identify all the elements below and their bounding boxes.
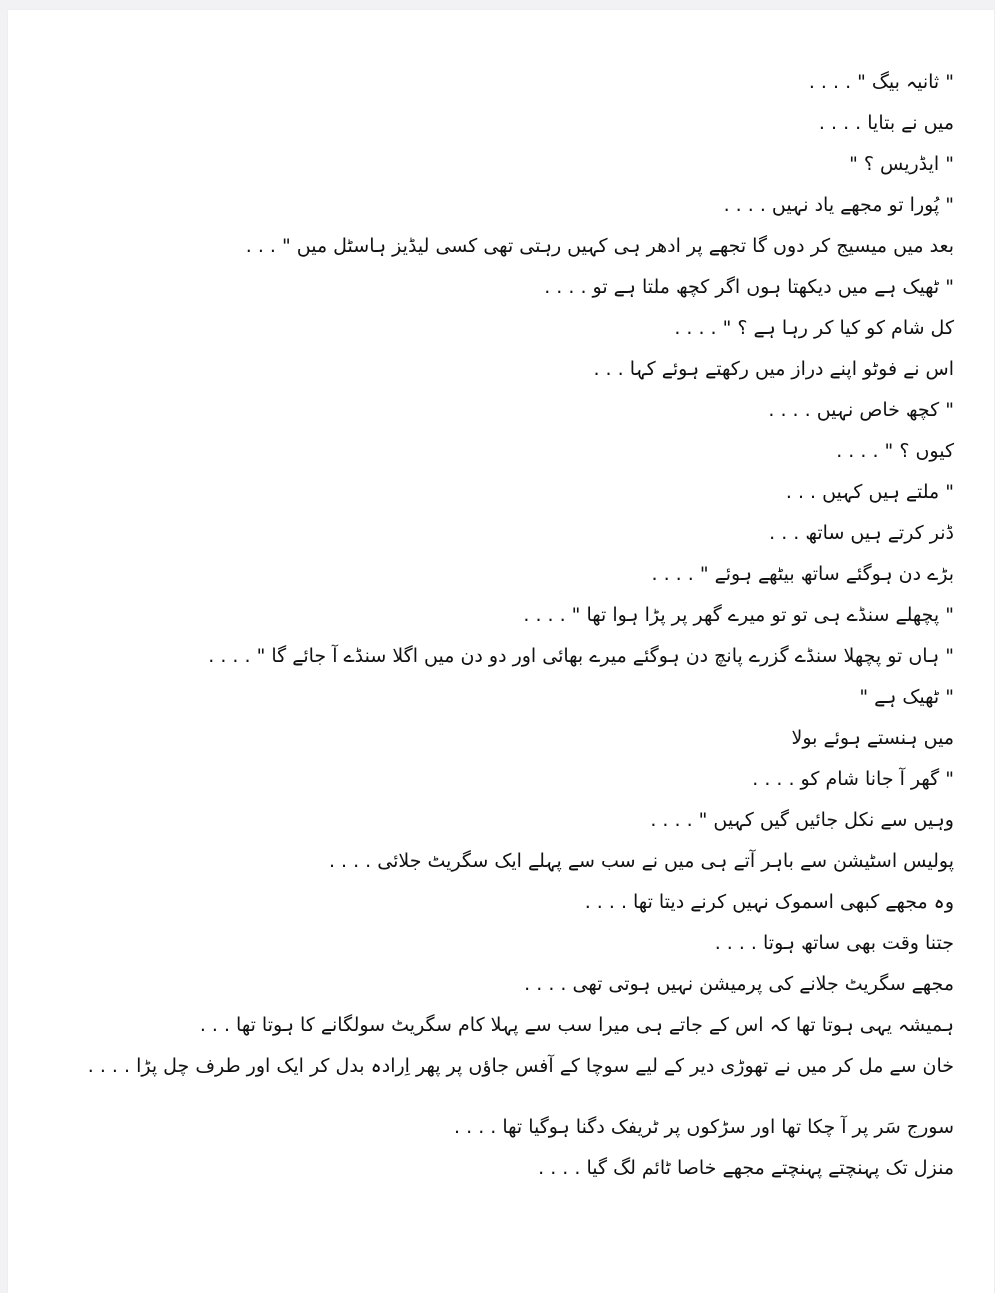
text-line: " کچھ خاص نہیں . . . . (768, 399, 954, 421)
text-line: منزل تک پہنچتے پہنچتے مجھے خاصا ٹائم لگ گیا . . . . (538, 1157, 954, 1179)
text-line: " ٹھیک ہے " (859, 686, 954, 708)
text-line: کل شام کو کیا کر رہا ہے ؟ " . . . . (674, 317, 954, 339)
text-line: " ملتے ہیں کہیں . . . (785, 481, 954, 503)
text-line: میں نے بتایا . . . . (818, 112, 954, 134)
text-line: پولیس اسٹیشن سے باہر آتے ہی میں نے سب سے پہلے ایک سگریٹ جلائی . . . . (328, 850, 954, 872)
text-line: بڑے دن ہوگئے ساتھ بیٹھے ہوئے " . . . . (651, 563, 954, 585)
text-line: ہمیشہ یہی ہوتا تھا کہ اس کے جاتے ہی میرا سب سے پہلا کام سگریٹ سولگانے کا ہوتا تھا . . . (199, 1014, 954, 1036)
text-line: ڈنر کرتے ہیں ساتھ . . . (769, 522, 954, 544)
text-line: " پچھلے سنڈے ہی تو تو میرے گھر پر پڑا ہوا تھا " . . . . (523, 604, 954, 626)
text-line: میں ہنستے ہوئے بولا (791, 727, 954, 749)
text-line: جتنا وقت بھی ساتھ ہوتا . . . . (714, 932, 954, 954)
text-line: اس نے فوٹو اپنے دراز میں رکھتے ہوئے کہا . . . (593, 358, 954, 380)
text-line: مجھے سگریٹ جلانے کی پرمیشن نہیں ہوتی تھی . . . . (524, 973, 954, 995)
text-line: وہ مجھے کبھی اسموک نہیں کرنے دیتا تھا . . . . (584, 891, 954, 913)
story-text (49, 68, 954, 1195)
text-line: کیوں ؟ " . . . . (836, 440, 954, 462)
text-line: خان سے مل کر میں نے تھوڑی دیر کے لیے سوچا کے آفس جاؤں پر پھر اِرادہ بدل کر ایک اور طرف چل پڑا . . . . (87, 1055, 954, 1077)
text-line: " ایڈریس ؟ " (849, 153, 954, 175)
text-line: وہیں سے نکل جائیں گیں کہیں " . . . . (650, 809, 954, 831)
text-line: " پُورا تو مجھے یاد نہیں . . . . (723, 194, 954, 216)
text-line: " ثانیہ بیگ " . . . . (808, 71, 954, 93)
document-page (8, 10, 994, 1293)
text-line: " ٹھیک ہے میں دیکھتا ہوں اگر کچھ ملتا ہے تو . . . . (544, 276, 954, 298)
text-line: " ہاں تو پچھلا سنڈے گزرے پانچ دن ہوگئے میرے بھائی اور دو دن میں اگلا سنڈے آ جائے گا " . . . . (208, 645, 954, 667)
text-line: " گھر آ جانا شام کو . . . . (752, 768, 954, 790)
text-line: سورج سَر پر آ چکا تھا اور سڑکوں پر ٹریفک دگنا ہوگیا تھا . . . . (454, 1116, 954, 1138)
text-line: بعد میں میسیج کر دوں گا تجھے پر ادھر ہی کہیں رہتی تھی کسی لیڈیز ہاسٹل میں " . . . (245, 235, 954, 257)
